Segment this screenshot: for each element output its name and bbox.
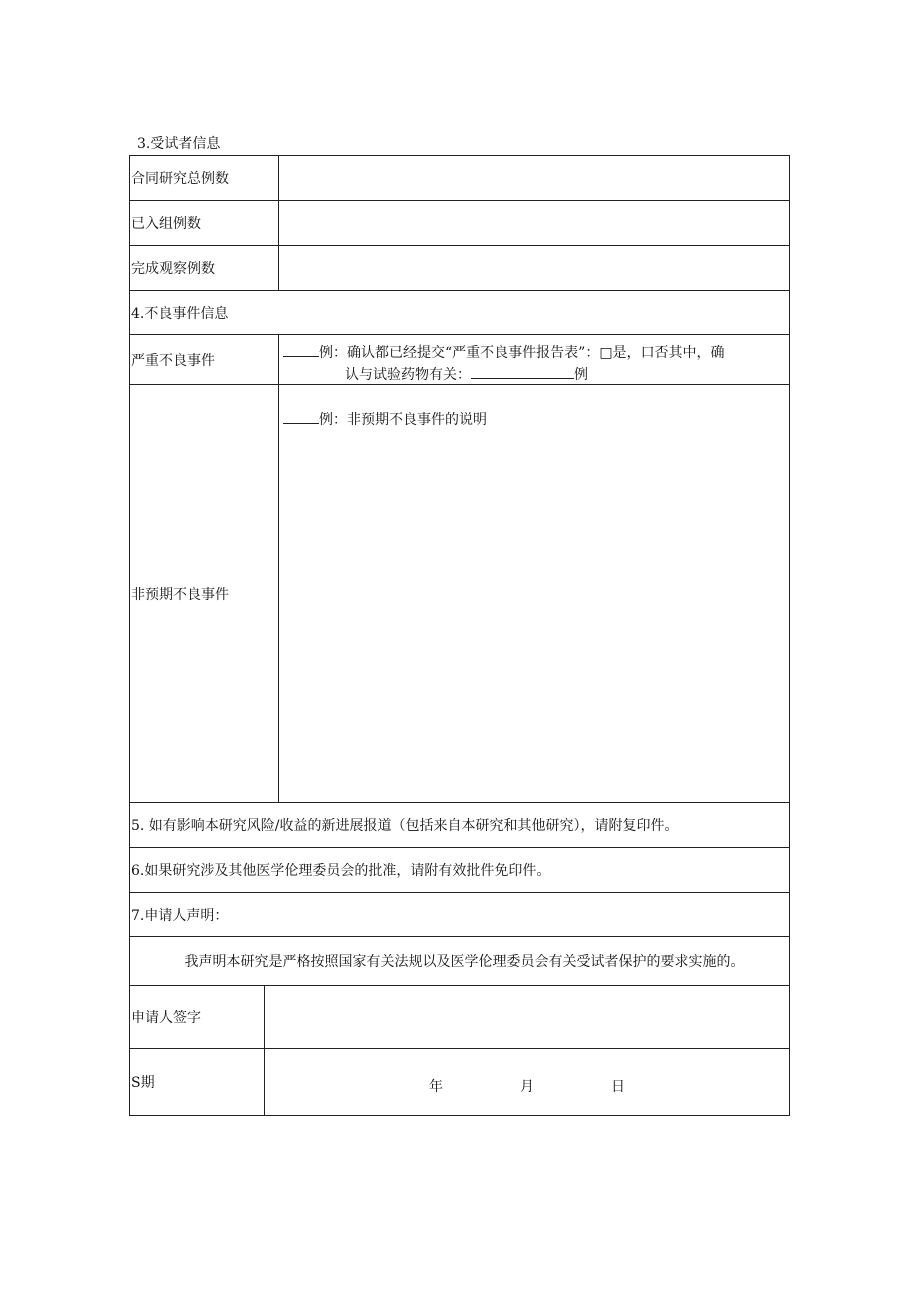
serious-ae-text-c: 例 <box>574 367 588 383</box>
applicant-statement: 我声明本研究是严格按照国家有关法规以及医学伦理委员会有关受试者保护的要求实施的。 <box>184 954 745 970</box>
section-3-title: 3.受试者信息 <box>137 136 221 152</box>
date-field[interactable] <box>265 1049 789 1115</box>
section-5-text: 5. 如有影响本研究风险/收益的新进展报道（包括来自本研究和其他研究），请附复印件。 <box>131 818 679 834</box>
serious-ae-count-field[interactable] <box>283 342 319 357</box>
total-cases-label: 合同研究总例数 <box>130 156 279 200</box>
completed-cases-label: 完成观察例数 <box>130 246 279 290</box>
enrolled-cases-row <box>130 201 789 246</box>
section-6-row <box>130 848 789 893</box>
unexpected-ae-content[interactable] <box>279 385 789 802</box>
signature-label: 申请人签字 <box>130 986 265 1048</box>
enrolled-cases-label: 已入组例数 <box>130 201 279 245</box>
serious-ae-label: 严重不良事件 <box>130 335 279 384</box>
date-year: 年 <box>429 1079 443 1095</box>
date-label: S期 <box>130 1049 265 1115</box>
date-row <box>130 1049 789 1115</box>
serious-ae-text-a: 例：确认都已经提交“严重不良事件报告表”： <box>319 345 600 361</box>
date-day: 日 <box>611 1079 625 1095</box>
section-4-row <box>130 291 789 335</box>
serious-ae-yes-checkbox[interactable]: □是， <box>599 345 641 361</box>
section-6-text: 6.如果研究涉及其他医学伦理委员会的批准，请附有效批件免印件。 <box>131 863 551 879</box>
section-7-row <box>130 893 789 937</box>
total-cases-field[interactable] <box>279 156 789 200</box>
unexpected-ae-label: 非预期不良事件 <box>130 385 279 802</box>
serious-ae-content <box>279 335 789 384</box>
section-4-title: 4.不良事件信息 <box>131 305 229 322</box>
unexpected-ae-text: 例：非预期不良事件的说明 <box>319 412 487 428</box>
statement-row <box>130 937 789 986</box>
date-month: 月 <box>520 1079 534 1095</box>
unexpected-ae-row <box>130 385 789 803</box>
serious-ae-text-b: 认与试验药物有关： <box>345 367 471 383</box>
drug-related-count-field[interactable] <box>471 364 574 379</box>
unexpected-ae-count-field[interactable] <box>283 409 319 424</box>
signature-row <box>130 986 789 1049</box>
completed-cases-field[interactable] <box>279 246 789 290</box>
serious-ae-no-checkbox[interactable]: 口否其中，确 <box>640 345 725 361</box>
signature-field[interactable] <box>265 986 789 1048</box>
section-5-row <box>130 803 789 848</box>
application-form-table <box>129 155 790 1116</box>
serious-ae-row <box>130 335 789 385</box>
enrolled-cases-field[interactable] <box>279 201 789 245</box>
completed-cases-row <box>130 246 789 291</box>
total-cases-row <box>130 156 789 201</box>
section-7-title: 7.申请人声明： <box>131 907 229 924</box>
